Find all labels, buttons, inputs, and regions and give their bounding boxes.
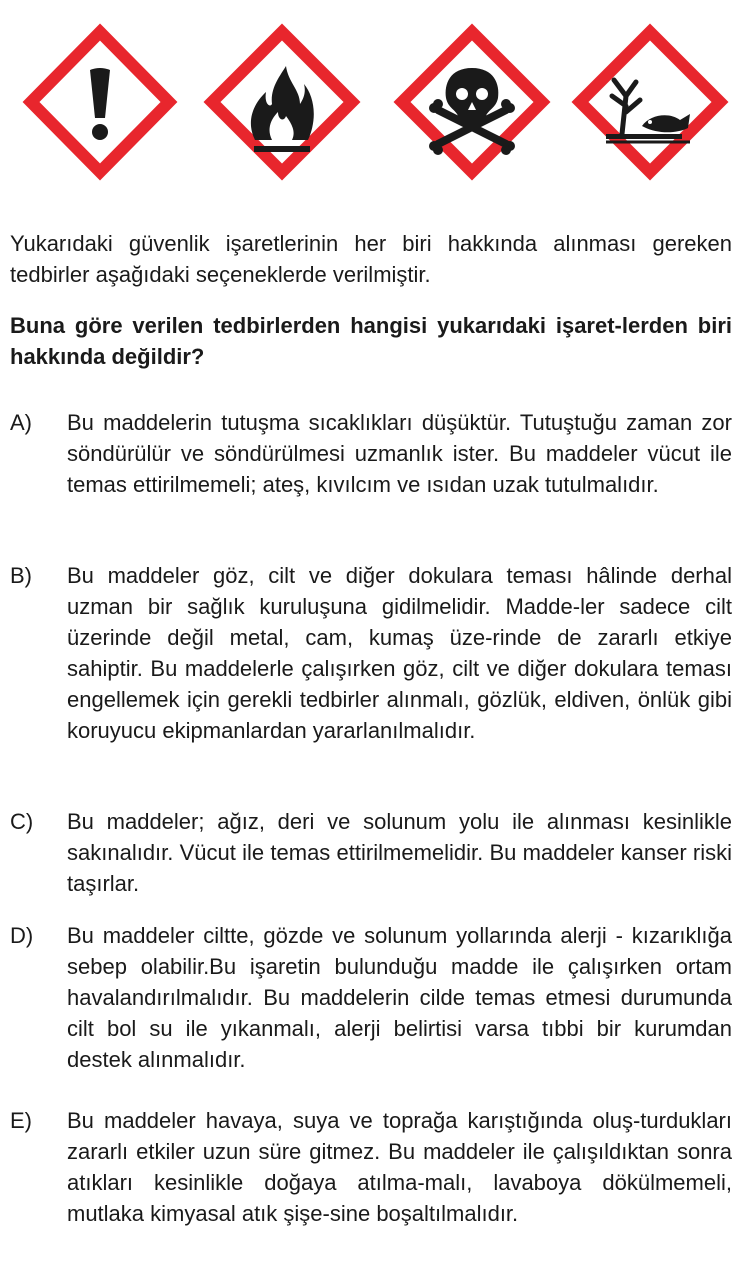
answer-option-b[interactable]: [10, 560, 732, 746]
exclamation-mark-icon: [31, 32, 169, 172]
hazard-pictograms-row: [0, 0, 740, 205]
option-text: Bu maddelerin tutuşma sıcaklıkları düşüktür. Tutuştuğu zaman zor söndürülür ve söndürülmesi uzmanlık ister. Bu maddeler vücut ile temas ettirilmemeli; ateş, kıvılcım ve ısıdan uzak tutulmalıdır.: [67, 410, 732, 497]
environment-hazard-icon: [580, 32, 720, 172]
answer-option-d[interactable]: [10, 920, 732, 1075]
skull-crossbones-icon: [402, 32, 542, 172]
option-text: Bu maddeler göz, cilt ve diğer dokulara teması hâlinde derhal uzman bir sağlık kuruluşuna gidilmelidir. Madde-ler sadece cilt üzerinde değil metal, cam, kumaş üze-rinde de zararlı etkiye sahiptir. Bu maddelerle çalışırken göz, cilt ve diğer dokulara teması engellemek için gerekli tedbirler alınmalı, gözlük, eldiven, önlük gibi koruyucu ekipmanlardan yararlanılmalıdır.: [67, 563, 732, 743]
option-letter: C): [10, 809, 34, 834]
question-stem: Buna göre verilen tedbirlerden hangisi yukarıdaki işaret-lerden biri hakkında değildir?: [10, 313, 732, 369]
option-text: Bu maddeler ciltte, gözde ve solunum yollarında alerji - kızarıklığa sebep olabilir.Bu işaretin bulunduğu madde ile çalışırken ortam havalandırılmalıdır. Bu maddelerin cilde temas etmesi durumunda cilt bol su ile yıkanmalı, alerji belirtisi varsa tıbbi bir kurumdan destek alınmalıdır.: [67, 923, 732, 1072]
option-letter: A): [10, 410, 32, 435]
option-letter: E): [10, 1108, 32, 1133]
answer-option-a[interactable]: [10, 407, 732, 500]
option-text: Bu maddeler; ağız, deri ve solunum yolu ile alınması kesinlikle sakınalıdır. Vücut ile temas ettirilmemelidir. Bu maddeler kanser riski taşırlar.: [67, 809, 732, 896]
answer-option-e[interactable]: [10, 1105, 732, 1229]
option-letter: D): [10, 923, 34, 948]
flame-icon: [212, 32, 352, 172]
option-text: Bu maddeler havaya, suya ve toprağa karıştığında oluş-turdukları zararlı etkiler uzun süre gitmez. Bu maddeler ile çalışıldıktan sonra atıkları kesinlikle doğaya atılma-malı, lavaboya dökülmemeli, mutlaka kimyasal atık şişe-sine boşaltılmalıdır.: [67, 1108, 732, 1226]
answer-option-c[interactable]: [10, 806, 732, 899]
option-letter: B): [10, 563, 32, 588]
intro-text: Yukarıdaki güvenlik işaretlerinin her biri hakkında alınması gereken tedbirler aşağıdaki seçeneklerde verilmiştir.: [10, 231, 732, 287]
